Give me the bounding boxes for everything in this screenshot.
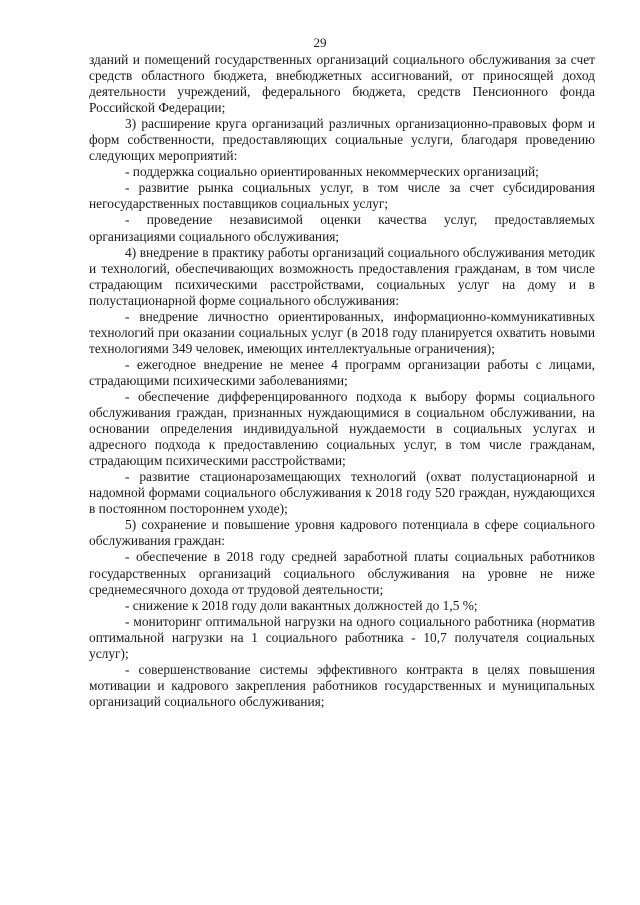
bullet-salary: - обеспечение в 2018 году средней заработной платы социальных работников государственных организаций социального обслуживания на уровне не ниже среднемесячного дохода от трудовой деятельности;	[89, 549, 595, 597]
paragraph-item-3: 3) расширение круга организаций различных организационно-правовых форм и форм собственности, предоставляющих социальные услуги, благодаря проведению следующих мероприятий:	[89, 116, 595, 164]
bullet-differentiated-approach: - обеспечение дифференцированного подхода к выбору формы социального обслуживания граждан, признанных нуждающимися в социальном обслуживании, на основании определения индивидуальной нуждаемости в социальных услугах и адресного подхода к предоставлению социальных услуг, в том числе гражданам, страдающим психическими расстройствами;	[89, 388, 595, 469]
bullet-effective-contract: - совершенствование системы эффективного контракта в целях повышения мотивации и кадрового закрепления работников государственных и муниципальных организаций социального обслуживания;	[89, 661, 595, 709]
bullet-vacancies: - снижение к 2018 году доли вакантных должностей до 1,5 %;	[125, 597, 478, 613]
document-body	[89, 52, 595, 710]
bullet-workload-monitoring: - мониторинг оптимальной нагрузки на одного социального работника (норматив оптимальной нагрузки на 1 социального работника - 10,7 получателя социальных услуг);	[89, 613, 595, 661]
paragraph-continuation: зданий и помещений государственных организаций социального обслуживания за счет средств областного бюджета, внебюджетных ассигнований, от приносящей доход деятельности учреждений, федерального бюджета, средств Пенсионного фонда Российской Федерации;	[89, 52, 595, 116]
page-number: 29	[313, 35, 327, 50]
bullet-annual-programs: - ежегодное внедрение не менее 4 программ организации работы с лицами, страдающими психическими заболеваниями;	[89, 356, 595, 388]
bullet-replacement-technologies: - развитие стационарозамещающих технологий (охват полустационарной и надомной формами социального обслуживания к 2018 году 520 граждан, нуждающихся в постоянном постороннем уходе);	[89, 469, 595, 517]
paragraph-item-5: 5) сохранение и повышение уровня кадрового потенциала в сфере социального обслуживания граждан:	[89, 517, 595, 549]
bullet-personal-technologies: - внедрение личностно ориентированных, информационно-коммуникативных технологий при оказании социальных услуг (в 2018 году планируется охватить новыми технологиями 349 человек, имеющих интеллектуальные ограничения);	[89, 308, 595, 356]
bullet-market-development: - развитие рынка социальных услуг, в том числе за счет субсидирования негосударственных поставщиков социальных услуг;	[89, 180, 595, 212]
bullet-nko-support: - поддержка социально ориентированных некоммерческих организаций;	[125, 164, 539, 180]
paragraph-item-4: 4) внедрение в практику работы организаций социального обслуживания методик и технологий, обеспечивающих возможность предоставления гражданам, в том числе страдающим психическими расстройствами, социальных услуг на дому и в полустационарной форме социального обслуживания:	[89, 244, 595, 308]
bullet-quality-assessment: - проведение независимой оценки качества услуг, предоставляемых организациями социального обслуживания;	[89, 212, 595, 244]
